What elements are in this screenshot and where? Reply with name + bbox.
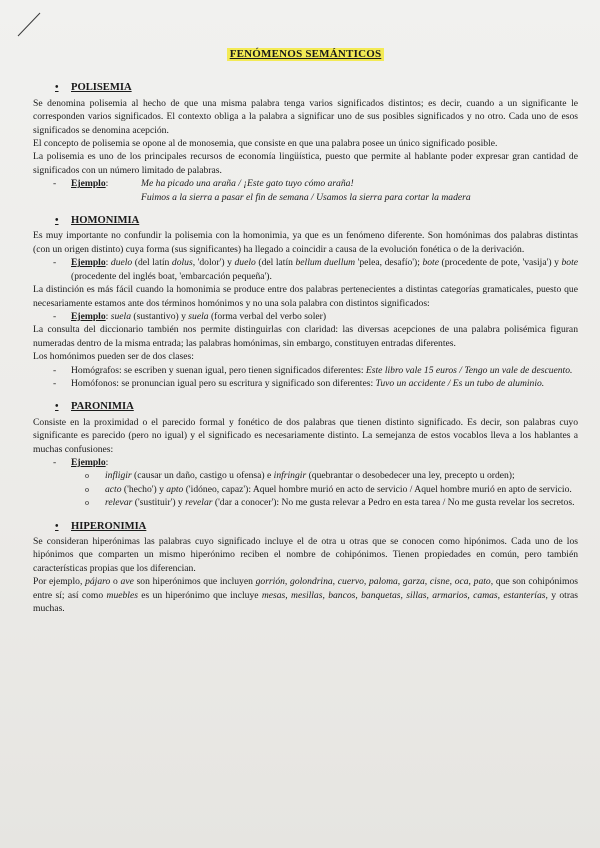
- hiper-text: y otras muchas.: [33, 589, 579, 615]
- paronimia-item-2: [85, 483, 578, 496]
- heading-hiperonimia: [55, 520, 578, 533]
- hiper-text: o: [110, 576, 121, 588]
- polisemia-paragraph-2: El concepto de polisemia se opone al de monosemia, que consiste en que una palabra posee un único significado posible.: [33, 138, 498, 150]
- homografos-text: Homógrafos: se escriben y suenan igual, pero tienen significados diferentes:: [71, 364, 366, 376]
- example-text: 'pelea, desafío');: [355, 257, 423, 269]
- circle-bullet-icon: o: [85, 471, 89, 481]
- paronym-word: relevar: [105, 497, 133, 509]
- example-text: (del latín: [255, 257, 296, 269]
- paronimia-example: - Ejemplo:: [53, 456, 109, 468]
- polisemia-example-line-2: Fuimos a la sierra a pasar el fin de semana / Usamos la sierra para cortar la madera: [141, 191, 471, 203]
- homonimia-paragraph-1: Es muy importante no confundir la polisemia con la homonimia, ya que es un fenómeno diferente. Son homónimas dos palabras distintas (con un origen distinto) cuya forma (sus significantes) ha llegado a coincidir a causa de la evolución fonética o de la derivación.: [33, 230, 578, 255]
- example-text: , 'dolor') y: [192, 257, 235, 269]
- heading-hiperonimia-text: HIPERONIMIA: [71, 520, 147, 532]
- section-hiperonimia: [33, 520, 578, 616]
- paronym-text: (quebrantar o desobedecer una ley, precepto u orden);: [306, 470, 515, 482]
- paronym-word: infligir: [105, 470, 132, 482]
- example-text: (forma verbal del verbo soler): [208, 310, 327, 322]
- dash-marker: -: [53, 257, 57, 269]
- homonimia-paragraph-2: La distinción es más fácil cuando la homonimia se produce entre dos palabras pertenecientes a distintas categorías gramaticales, puesto que necesariamente estamos ante dos términos homónimos y no una sola palabra con distintos significados:: [33, 284, 578, 309]
- paronym-text: ('hecho') y: [121, 483, 167, 495]
- section-homonimia: [33, 214, 578, 390]
- paronym-word: acto: [105, 483, 122, 495]
- dash-marker: -: [53, 377, 57, 389]
- hiperonimia-paragraph-1: Se consideran hiperónimas las palabras cuyo significado incluye el de otra u otras que se conocen como hipónimos. Cada uno de los hipónimos que comparten un mismo hiperónimo reciben el nombre de cohipónimos. Tienen propiedades en común, pero también características propias que los diferencian.: [33, 536, 578, 574]
- example-word: dolus: [171, 257, 193, 269]
- section-polisemia: [33, 81, 578, 204]
- example-word: duelo: [234, 257, 256, 269]
- hiper-text: son hiperónimos que incluyen: [133, 576, 256, 588]
- example-word: bote: [561, 257, 578, 269]
- bullet-icon: •: [55, 520, 59, 532]
- example-word: bote: [422, 257, 439, 269]
- paronimia-paragraph-1: Consiste en la proximidad o el parecido formal y fonético de dos palabras que tienen distinto significado. Es decir, son palabras cuyo significante es parecido (pero no igual) y el significado es necesariamente distinto. La semejanza de estos vocablos lleva a los hablantes a muchas confusiones:: [33, 416, 578, 455]
- paronym-text: (causar un daño, castigo u ofensa) e: [131, 470, 274, 482]
- paronimia-item-3: [85, 496, 578, 509]
- hiper-text: es un hiperónimo que incluye: [137, 589, 262, 601]
- bullet-icon: •: [55, 215, 59, 227]
- heading-paronimia-text: PARONIMIA: [71, 401, 134, 413]
- example-word: suela: [188, 310, 209, 322]
- example-label: Ejemplo: [71, 257, 106, 269]
- section-paronimia: [33, 400, 578, 509]
- example-text: (procedente del inglés boat, 'embarcación pequeña').: [71, 270, 272, 282]
- hiper-text: Por ejemplo,: [33, 576, 86, 588]
- homofonos-item: [53, 377, 578, 390]
- dash-marker: -: [53, 310, 57, 322]
- heading-polisemia: [55, 81, 578, 94]
- example-text: (del latín: [132, 257, 172, 269]
- homonimia-example-1: - Ejemplo: duelo (del latín dolus, 'dolor') y duelo (del latín bellum duellum 'pelea, desafío'); bote (procedente de pote, 'vasija') y bote (procedente del inglés boat, 'embarcación pequeña').: [53, 257, 578, 282]
- homonimia-paragraph-4: Los homónimos pueden ser de dos clases:: [33, 351, 194, 363]
- hiper-text: que son cohipónimos entre sí; así como: [33, 576, 578, 601]
- page-title: FENÓMENOS SEMÁNTICOS: [227, 48, 385, 61]
- title-wrap: [33, 48, 578, 61]
- hiper-word: mesas, mesillas, bancos, banquetas, sillas, armarios, camas, estanterías,: [261, 589, 548, 601]
- example-word: suela: [110, 310, 131, 322]
- example-word: duelo: [110, 257, 133, 269]
- homofonos-text: Homófonos: se pronuncian igual pero su escritura y significado son diferentes:: [71, 377, 376, 389]
- dash-marker: -: [53, 364, 57, 376]
- heading-polisemia-text: POLISEMIA: [71, 82, 132, 94]
- example-text: (sustantivo) y: [131, 310, 189, 322]
- hiper-word: pájaro: [85, 576, 111, 588]
- bullet-icon: •: [55, 401, 59, 413]
- example-label: Ejemplo: [71, 310, 106, 322]
- homofonos-example: Tuvo un accidente / Es un tubo de aluminio.: [375, 377, 545, 389]
- pen-mark-icon: [16, 10, 44, 38]
- paronym-word: apto: [166, 483, 184, 495]
- bullet-icon: •: [55, 82, 59, 94]
- paronym-text: ('sustituir') y: [132, 497, 186, 509]
- polisemia-paragraph-1: Se denomina polisemia al hecho de que una misma palabra tenga varios significados distintos; es decir, cuando a un significante le corresponden varios significados. El contexto obliga a la palabra a significar uno de sus posibles significados y no otro. Cada uno de esos significados se denomina acepción.: [33, 97, 578, 136]
- homografos-item: [53, 364, 578, 377]
- hiperonimia-paragraph-2: [33, 575, 578, 615]
- paronym-word: revelar: [185, 497, 213, 509]
- paronym-text: ('dar a conocer'): No me gusta relevar a Pedro en esta tarea / No me gusta revelar los secretos.: [212, 497, 575, 509]
- homonimia-paragraph-3: La consulta del diccionario también nos permite distinguirlas con claridad: las diversas acepciones de una palabra polisémica figuran numeradas dentro de la misma entrada; las palabras homónimas, sin embargo, constituyen entradas diferentes.: [33, 324, 578, 349]
- circle-bullet-icon: o: [85, 484, 89, 494]
- polisemia-example: - Ejemplo: Me ha picado una araña / ¡Este gato tuyo cómo araña! Fuimos a la sierra a pasar el fin de semana / Usamos la sierra para cortar la madera: [53, 177, 578, 204]
- example-word: bellum duellum: [295, 257, 356, 269]
- polisemia-paragraph-3: La polisemia es uno de los principales recursos de economía lingüística, puesto que permite al hablante poder expresar gran cantidad de significados con un número limitado de palabras.: [33, 151, 578, 176]
- heading-homonimia: [55, 214, 578, 227]
- polisemia-example-line-1: Me ha picado una araña / ¡Este gato tuyo cómo araña!: [141, 178, 354, 190]
- paronym-text: ('idóneo, capaz'): Aquel hombre murió en acto de servicio / Aquel hombre murió en apto de servicio.: [183, 483, 572, 495]
- dash-marker: -: [53, 456, 57, 468]
- example-label: Ejemplo: [71, 456, 106, 468]
- example-label: Ejemplo: [71, 178, 106, 190]
- dash-marker: -: [53, 178, 57, 190]
- heading-homonimia-text: HOMONIMIA: [71, 215, 140, 227]
- hiper-word: ave: [120, 576, 134, 588]
- paronym-word: infringir: [273, 470, 307, 482]
- hiper-word: muebles: [106, 589, 138, 601]
- homografos-example: Este libro vale 15 euros / Tengo un vale de descuento.: [365, 364, 573, 376]
- homonimia-example-2: - Ejemplo: suela (sustantivo) y suela (forma verbal del verbo soler): [53, 310, 327, 322]
- hiper-word: gorrión, golondrina, cuervo, paloma, garza, cisne, oca, pato,: [255, 576, 494, 588]
- circle-bullet-icon: o: [85, 498, 89, 508]
- heading-paronimia: [55, 400, 578, 413]
- paronimia-item-1: [85, 469, 578, 482]
- example-text: (procedente de pote, 'vasija') y: [438, 257, 562, 269]
